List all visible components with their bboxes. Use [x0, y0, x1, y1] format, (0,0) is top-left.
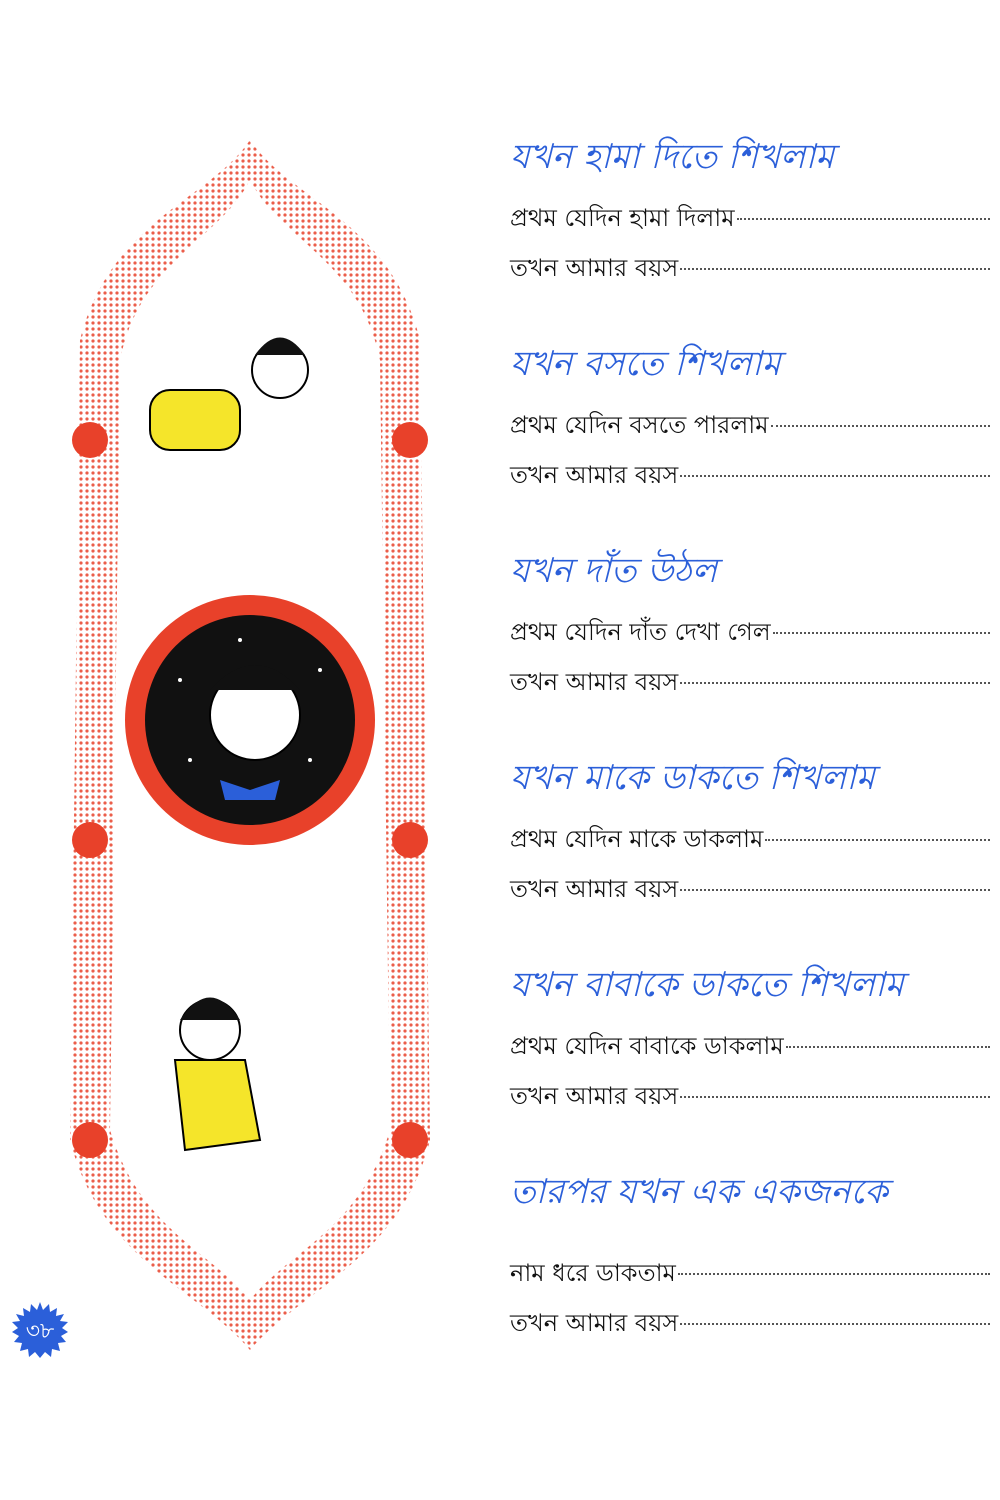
- milestone-heading: যখন হামা দিতে শিখলাম: [510, 137, 835, 177]
- milestone-list: [510, 130, 990, 1372]
- fill-in-dotted-line[interactable]: [765, 839, 990, 841]
- ornamental-illustration-panel: [60, 140, 440, 1350]
- fill-in-dotted-line[interactable]: [680, 268, 990, 270]
- fill-in-dotted-line[interactable]: [771, 425, 990, 427]
- milestone-first-day-line[interactable]: প্রথম যেদিন মাকে ডাকলাম: [510, 811, 990, 861]
- milestone-age-line[interactable]: তখন আমার বয়স: [510, 654, 990, 704]
- fill-in-dotted-line[interactable]: [680, 889, 990, 891]
- fill-in-dotted-line[interactable]: [680, 682, 990, 684]
- milestone-first-day-line[interactable]: প্রথম যেদিন হামা দিলাম: [510, 190, 990, 240]
- milestone-first-day-line[interactable]: প্রথম যেদিন দাঁত দেখা গেল: [510, 604, 990, 654]
- milestone-first-day-line[interactable]: নাম ধরে ডাকতাম: [510, 1225, 990, 1295]
- fill-in-dotted-line[interactable]: [678, 1273, 990, 1275]
- fill-in-dotted-line[interactable]: [737, 218, 990, 220]
- milestone-heading: তারপর যখন এক একজনকে: [510, 1172, 888, 1212]
- fill-in-dotted-line[interactable]: [680, 475, 990, 477]
- milestone-entry: [510, 130, 990, 337]
- milestone-age-line[interactable]: তখন আমার বয়স: [510, 861, 990, 911]
- page-number-badge: [12, 1302, 68, 1358]
- fill-in-dotted-line[interactable]: [773, 632, 990, 634]
- milestone-entry: [510, 958, 990, 1165]
- fill-in-dotted-line[interactable]: [680, 1096, 990, 1098]
- milestone-heading: যখন বাবাকে ডাকতে শিখলাম: [510, 965, 904, 1005]
- milestone-age-line[interactable]: তখন আমার বয়স: [510, 1068, 990, 1118]
- milestone-age-line[interactable]: তখন আমার বয়স: [510, 447, 990, 497]
- fill-in-dotted-line[interactable]: [786, 1046, 990, 1048]
- milestone-first-day-line[interactable]: প্রথম যেদিন বসতে পারলাম: [510, 397, 990, 447]
- starburst-badge-icon: [12, 1302, 68, 1358]
- milestone-entry: [510, 751, 990, 958]
- milestone-entry: [510, 337, 990, 544]
- milestone-entry: [510, 1165, 990, 1372]
- milestone-heading: যখন দাঁত উঠল: [510, 551, 718, 591]
- fill-in-dotted-line[interactable]: [680, 1323, 990, 1325]
- milestone-age-line[interactable]: তখন আমার বয়স: [510, 240, 990, 290]
- milestone-first-day-line[interactable]: প্রথম যেদিন বাবাকে ডাকলাম: [510, 1018, 990, 1068]
- milestone-entry: [510, 544, 990, 751]
- milestone-heading: যখন মাকে ডাকতে শিখলাম: [510, 758, 875, 798]
- milestone-age-line[interactable]: তখন আমার বয়স: [510, 1295, 990, 1345]
- svg-text:৩৮: ৩৮: [25, 1319, 55, 1344]
- milestone-heading: যখন বসতে শিখলাম: [510, 344, 781, 384]
